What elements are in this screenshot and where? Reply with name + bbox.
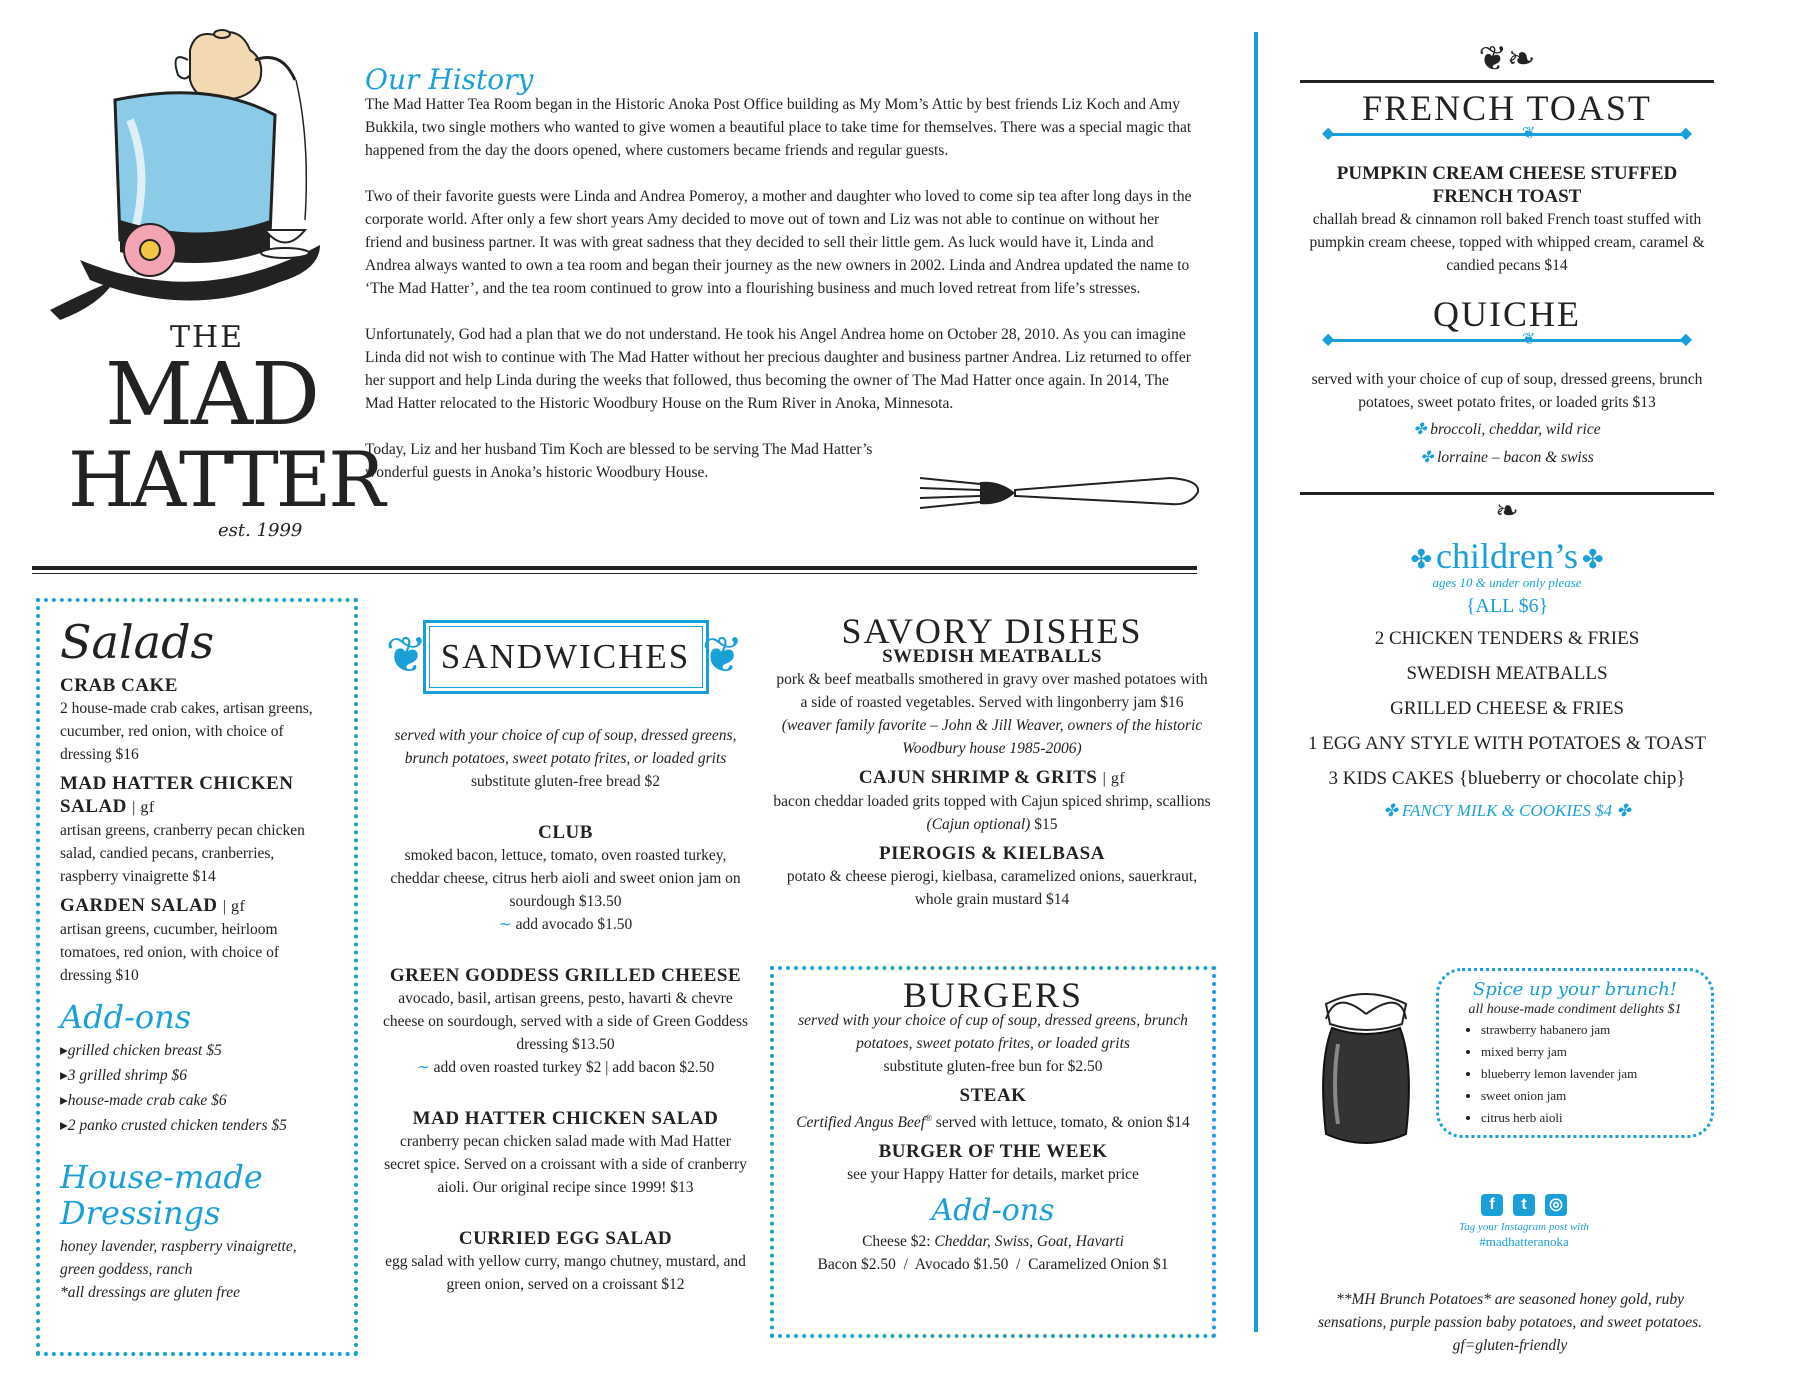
savory-item — [772, 645, 1212, 760]
history-section — [365, 63, 1195, 507]
sandwich-name: CLUB — [538, 822, 593, 843]
childrens-subtitle: ages 10 & under only please — [1432, 575, 1582, 590]
cheese-label: Cheese $2: — [862, 1233, 931, 1251]
savory-title: SAVORY DISHES — [841, 611, 1143, 651]
salad-addons-list — [60, 1039, 334, 1137]
list-item: 1 EGG ANY STYLE WITH POTATOES & TOAST — [1307, 733, 1707, 754]
burger-name: BURGER OF THE WEEK — [878, 1141, 1108, 1163]
savory-item — [772, 842, 1212, 911]
salad-addons-title: Add-ons — [60, 998, 192, 1036]
steak-brand: Certified Angus Beef — [796, 1114, 926, 1132]
burger-addons-title: Add-ons — [931, 1193, 1055, 1229]
list-item: ▸ 2 panko crusted chicken tenders $5 — [60, 1114, 334, 1137]
jam-jar-icon — [1306, 984, 1426, 1154]
sandwich-desc: cranberry pecan chicken salad made with Mad Hatter secret spice. Served on a croissant with a side of cranberry aioli. Our original recipe since 1999! $13 — [384, 1133, 747, 1196]
salad-desc: 2 house-made crab cakes, artisan greens, cucumber, red onion, with choice of dressing $16 — [60, 700, 313, 763]
salad-name: GARDEN SALAD — [60, 895, 218, 916]
tilde-icon: ∼ — [498, 916, 512, 933]
burgers-box: BURGERS served with your choice of cup of soup, dressed greens, brunch potatoes, sweet potato frites, or loaded grits substitute gluten-free bun for $2.50 STEAK Certified Angus Beef® served with lettuce, tomato, & onion $14 BURGER OF THE WEEK see your Happy Hatter for details, market price Add-ons Cheese $2: Cheddar, Swiss, Goat, Havarti Bacon $2.50 / Avocado $1.50 / Caramelized Onion $1 — [770, 966, 1216, 1338]
sandwich-extra: add oven roasted turkey $2 | add bacon $2.50 — [433, 1059, 715, 1076]
logo-hatter: HATTER — [68, 435, 383, 524]
savory-desc: bacon cheddar loaded grits topped with Cajun spiced shrimp, scallions — [773, 793, 1211, 810]
salad-name: CRAB CAKE — [60, 675, 178, 696]
facebook-icon[interactable]: f — [1481, 1194, 1503, 1216]
twitter-icon[interactable]: t — [1513, 1194, 1535, 1216]
french-toast-item-desc: challah bread & cinnamon roll baked French toast stuffed with pumpkin cream cheese, topped with whipped cream, caramel & candied pecans $14 — [1309, 211, 1705, 274]
fleur-icon: ✤ — [1420, 449, 1434, 466]
burger-name: STEAK — [959, 1085, 1027, 1106]
history-paragraph: Unfortunately, God had a plan that we do not understand. He took his Angel Andrea home on October 28, 2010. As you can imagine Linda did not wish to continue with The Mad Hatter without her precious daughter and business partner Andrea. Liz returned to offer her support and help Linda during the weeks that followed, thus becoming the owner of The Mad Hatter once again. In 2014, The Mad Hatter relocated to the Historic Woodbury House on the Rum River in Anoka, Minnesota. — [365, 326, 1191, 412]
history-paragraph: Today, Liz and her husband Tim Koch are blessed to be serving The Mad Hatter’s wonderful guests in Anoka’s historic Woodbury House. — [365, 441, 873, 481]
sandwich-desc: egg salad with yellow curry, mango chutney, mustard, and green onion, served on a croissant $12 — [385, 1253, 746, 1293]
ornament-icon: ❧ — [1495, 496, 1519, 527]
burgers-sub: substitute gluten-free bun for $2.50 — [883, 1058, 1103, 1075]
list-item: • citrus herb aioli — [1481, 1107, 1701, 1129]
savory-note: (weaver family favorite – John & Jill Weaver, owners of the historic Woodbury house 1985-2006) — [781, 717, 1203, 757]
burger-desc: served with lettuce, tomato, & onion $14 — [935, 1114, 1190, 1132]
savory-name: CAJUN SHRIMP & GRITS — [858, 767, 1098, 788]
salad-item — [60, 674, 334, 766]
fork-icon — [920, 470, 1200, 516]
burgers-title: BURGERS — [902, 975, 1084, 1015]
sandwich-extra: add avocado $1.50 — [515, 916, 633, 933]
quiche-title: QUICHE — [1433, 294, 1581, 334]
ornament-rule — [1300, 80, 1714, 83]
flower-icon — [124, 224, 176, 276]
childrens-list — [1292, 621, 1722, 796]
sandwich-item — [383, 821, 748, 936]
burgers-served: served with your choice of cup of soup, dressed greens, brunch potatoes, sweet potato frites, or loaded grits — [798, 1012, 1188, 1052]
salad-item — [60, 894, 334, 987]
list-item: GRILLED CHEESE & FRIES — [1390, 698, 1624, 719]
salad-item — [60, 772, 334, 888]
savory-item — [772, 766, 1212, 836]
savory-desc: potato & cheese pierogi, kielbasa, caramelized onions, sauerkraut, whole grain mustard $14 — [786, 868, 1198, 908]
french-toast-title: FRENCH TOAST — [1362, 88, 1652, 128]
salad-desc: artisan greens, cranberry pecan chicken salad, candied pecans, cranberries, raspberry vinaigrette $14 — [60, 822, 305, 885]
sandwich-name: CURRIED EGG SALAD — [458, 1228, 673, 1249]
fleur-icon: ✤ — [1581, 545, 1604, 574]
quiche-option: lorraine – bacon & swiss — [1437, 449, 1594, 466]
sandwich-item — [383, 1107, 748, 1199]
list-item: • mixed berry jam — [1481, 1041, 1701, 1063]
section-divider — [32, 566, 1197, 570]
column-divider — [1254, 32, 1258, 1332]
sandwich-desc: smoked bacon, lettuce, tomato, oven roasted turkey, cheddar cheese, citrus herb aioli and sweet onion jam on sourdough $13.50 — [390, 847, 741, 910]
french-toast-item-name: PUMPKIN CREAM CHEESE STUFFED FRENCH TOAST — [1336, 163, 1678, 207]
history-paragraph: Two of their favorite guests were Linda and Andrea Pomeroy, a mother and daughter who loved to come sip tea after long days in the corporate world. After only a few short years Amy decided to move out of town and Liz was not able to continue on without her friend and business partner. It was with great sadness that they decided to sell their little gem. As luck would have it, Linda and Andrea always wanted to own a tea room and began their journey as the new owners in 2002. Linda and Andrea updated the name to ‘The Mad Hatter’, and the tea room continued to grow into a flourishing business and much loved retreat from life’s stresses. — [365, 188, 1192, 297]
ornament-icon: ❦❧ — [1478, 41, 1536, 78]
sandwich-name: GREEN GODDESS GRILLED CHEESE — [389, 965, 742, 986]
footnote-gf: gf=gluten-friendly — [1452, 1337, 1568, 1354]
burger-desc: see your Happy Hatter for details, market price — [847, 1166, 1139, 1184]
quiche-option: broccoli, cheddar, wild rice — [1430, 421, 1601, 438]
right-column — [1292, 40, 1722, 826]
logo-est: est. 1999 — [218, 520, 303, 541]
spice-title: Spice up your brunch! — [1472, 979, 1678, 1000]
logo-mad: MAD — [105, 345, 319, 445]
blue-rule: ◆ ❦ ◆ — [1322, 125, 1692, 142]
list-item: ▸ grilled chicken breast $5 — [60, 1039, 334, 1062]
dressings-title: House-made Dressings — [60, 1158, 263, 1232]
list-item: • sweet onion jam — [1481, 1085, 1701, 1107]
history-paragraph: The Mad Hatter Tea Room began in the Historic Anoka Post Office building as My Mom’s Attic by best friends Liz Koch and Amy Bukkila, two single mothers who wanted to give women a beautiful place to take time for themselves. There was a special magic that happened from the day the doors opened, where customers became friends and regular guests. — [365, 96, 1192, 159]
sandwich-name: MAD HATTER CHICKEN SALAD — [412, 1108, 719, 1129]
sandwiches-served: served with your choice of cup of soup, dressed greens, brunch potatoes, sweet potato frites, or loaded grits — [394, 727, 737, 767]
savory-price: $15 — [1034, 816, 1058, 833]
gf-tag: | gf — [1102, 770, 1126, 787]
savory-desc: pork & beef meatballs smothered in gravy over mashed potatoes with a side of roasted vegetables. Served with lingonberry jam $16 — [776, 671, 1208, 711]
social-tagline: Tag your Instagram post with — [1459, 1221, 1589, 1233]
footnote-potatoes: **MH Brunch Potatoes* are seasoned honey gold, ruby sensations, purple passion baby potatoes, and sweet potatoes. — [1317, 1291, 1703, 1331]
instagram-icon[interactable]: ◎ — [1545, 1194, 1567, 1216]
sandwich-item — [383, 964, 748, 1079]
swirl-icon: ❦ — [385, 627, 430, 683]
list-item: 3 KIDS CAKES {blueberry or chocolate chip} — [1328, 768, 1686, 789]
savory-name: PIEROGIS & KIELBASA — [879, 843, 1105, 864]
list-item: ▸ house-made crab cake $6 — [60, 1089, 334, 1112]
list-item: SWEDISH MEATBALLS — [1406, 663, 1608, 684]
savory-note: (Cajun optional) — [926, 816, 1031, 833]
sandwiches-title: SANDWICHES — [440, 637, 691, 676]
sandwich-desc: avocado, basil, artisan greens, pesto, havarti & chevre cheese on sourdough, served with a side of Green Goddess dressing $13.50 — [383, 990, 749, 1053]
childrens-title: children’s — [1436, 536, 1578, 576]
spice-subtitle: all house-made condiment delights $1 — [1468, 1002, 1682, 1017]
fleur-icon: ✤ — [1410, 545, 1433, 574]
swirl-icon: ❦ — [701, 627, 746, 683]
burger-extras: Bacon $2.50 / Avocado $1.50 / Caramelized Onion $1 — [817, 1256, 1169, 1274]
savory-name: SWEDISH MEATBALLS — [882, 646, 1102, 667]
fleur-icon: ✤ — [1616, 801, 1631, 820]
gf-tag: | gf — [132, 799, 155, 816]
spice-list — [1449, 1019, 1701, 1129]
blue-rule: ◆ ❦ ◆ — [1322, 331, 1692, 348]
social-section — [1444, 1194, 1604, 1250]
sandwich-item — [383, 1227, 748, 1296]
quiche-desc: served with your choice of cup of soup, dressed greens, brunch potatoes, sweet potato frites, or loaded grits $13 — [1311, 371, 1703, 411]
footnote — [1300, 1288, 1720, 1357]
fleur-icon: ✤ — [1413, 421, 1427, 438]
sandwiches-section — [383, 610, 748, 1296]
salads-box — [36, 598, 358, 1356]
logo-the: THE — [170, 320, 245, 355]
list-item: • blueberry lemon lavender jam — [1481, 1063, 1701, 1085]
dressings-note: *all dressings are gluten free — [60, 1284, 240, 1301]
gf-tag: | gf — [222, 898, 246, 915]
salad-name: MAD HATTER CHICKEN SALAD — [60, 773, 294, 817]
history-title: Our History — [365, 63, 534, 96]
salad-desc: artisan greens, cucumber, heirloom tomatoes, red onion, with choice of dressing $10 — [60, 921, 280, 984]
fleur-icon: ✤ — [1383, 801, 1398, 820]
spice-box — [1436, 968, 1714, 1138]
sandwiches-sub: substitute gluten-free bread $2 — [471, 773, 660, 790]
mad-hatter-hat-icon — [20, 20, 340, 320]
list-item: ▸ 3 grilled shrimp $6 — [60, 1064, 334, 1087]
savory-section — [772, 611, 1212, 911]
childrens-special: FANCY MILK & COOKIES $4 — [1401, 801, 1613, 820]
tilde-icon: ∼ — [416, 1059, 430, 1076]
list-item: 2 CHICKEN TENDERS & FRIES — [1374, 628, 1640, 649]
salads-title: Salads — [60, 615, 215, 669]
social-hashtag[interactable]: #madhatteranoka — [1479, 1234, 1569, 1249]
cheese-list: Cheddar, Swiss, Goat, Havarti — [934, 1233, 1124, 1251]
childrens-price: {ALL $6} — [1465, 595, 1549, 617]
sandwiches-title-frame — [385, 620, 746, 694]
list-item: • strawberry habanero jam — [1481, 1019, 1701, 1041]
dressings-list: honey lavender, raspberry vinaigrette, green goddess, ranch — [60, 1238, 297, 1278]
logo — [20, 20, 383, 541]
